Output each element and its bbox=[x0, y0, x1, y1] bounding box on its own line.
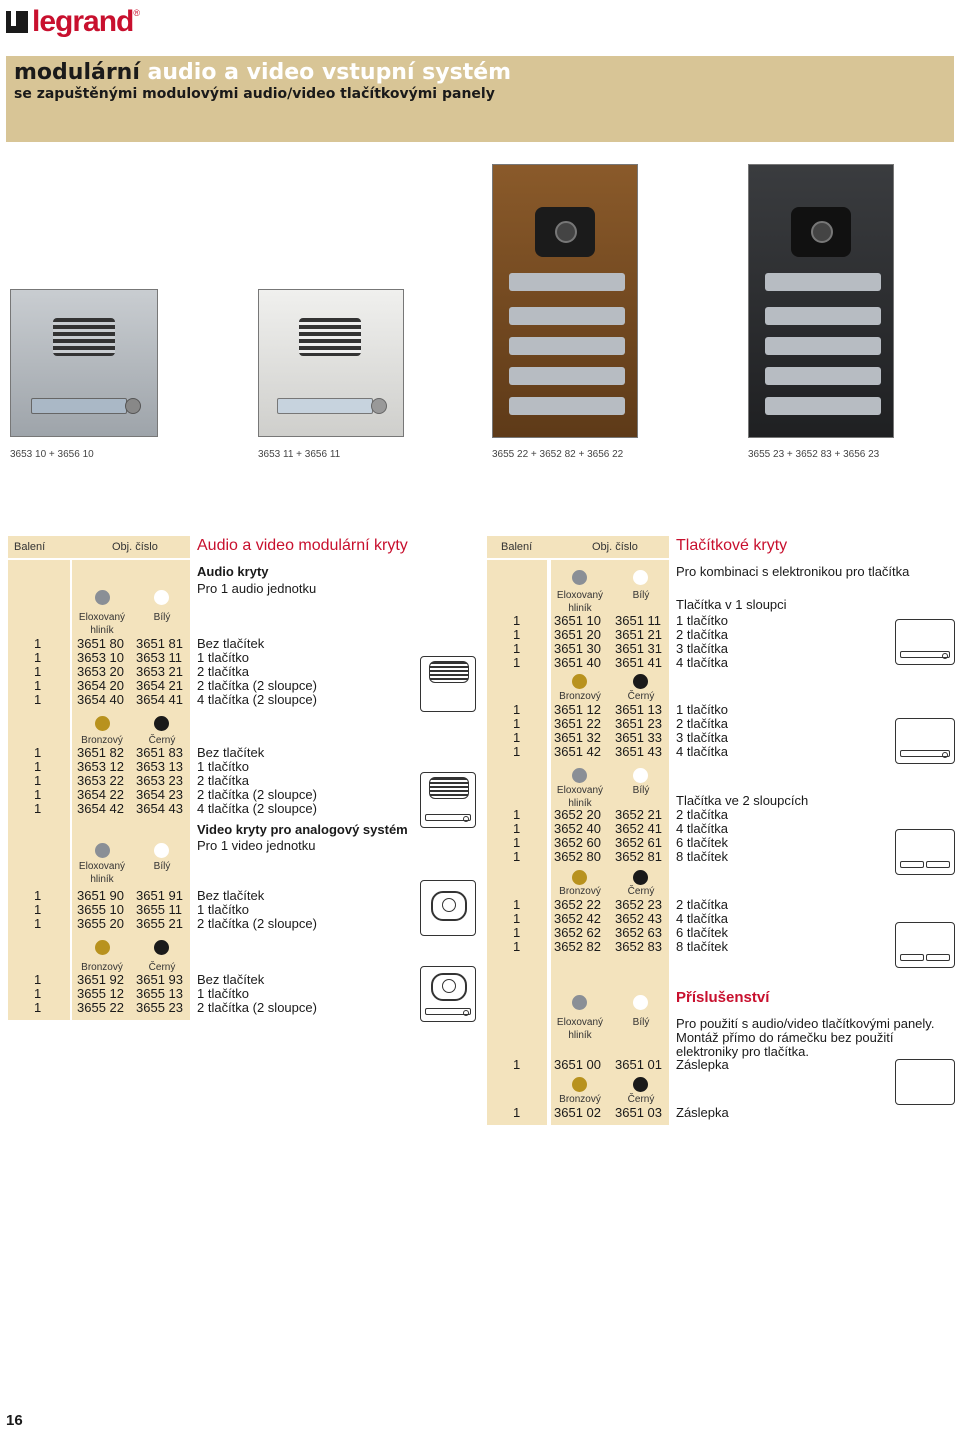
right-header-baleni: Balení bbox=[501, 541, 533, 553]
right-row: 1 3652 40 3652 41 4 tlačítka bbox=[513, 821, 729, 836]
video-cover-button-drawing bbox=[420, 966, 476, 1022]
right-row: 1 3651 22 3651 23 2 tlačítka bbox=[513, 716, 729, 731]
right-row: 1 3651 32 3651 33 3 tlačítka bbox=[513, 730, 729, 745]
video-cover-drawing bbox=[420, 880, 476, 936]
audio-subtitle: Pro 1 audio jednotku bbox=[197, 581, 317, 596]
finish-black-dot bbox=[633, 1077, 648, 1092]
right-row: 1 3652 42 3652 43 4 tlačítka bbox=[513, 911, 729, 926]
video-title: Video kryty pro analogový systém bbox=[197, 822, 408, 837]
panel-image-bronze bbox=[492, 164, 638, 438]
accessories-text-2: Montáž přímo do rámečku bez použití bbox=[676, 1030, 894, 1045]
finish-alu-dot bbox=[95, 843, 110, 858]
panel-image-aluminium bbox=[10, 289, 158, 437]
panel-image-black bbox=[748, 164, 894, 438]
audio-cover-drawing bbox=[420, 656, 476, 712]
legrand-logo bbox=[6, 6, 140, 38]
panel-image-white bbox=[258, 289, 404, 437]
finish-white-label: Bílý bbox=[632, 590, 650, 601]
page-subtitle: se zapuštěnými modulovými audio/video tlačítkovými panely bbox=[14, 86, 495, 102]
right-row: 1 3652 20 3652 21 2 tlačítka bbox=[513, 807, 729, 822]
finish-white-label: Bílý bbox=[153, 612, 171, 623]
right-row: 1 3651 30 3651 31 3 tlačítka bbox=[513, 641, 729, 656]
left-row: 1 3653 22 3653 23 2 tlačítka bbox=[34, 773, 250, 788]
right-row: 1 3651 40 3651 41 4 tlačítka bbox=[513, 655, 729, 670]
left-header-obj: Obj. číslo bbox=[112, 541, 158, 553]
left-row: 1 3654 20 3654 21 2 tlačítka (2 sloupce) bbox=[34, 678, 317, 693]
left-section-title: Audio a video modulární kryty bbox=[197, 537, 408, 554]
caption-4: 3655 23 + 3652 83 + 3656 23 bbox=[748, 449, 880, 460]
right-row: 1 3651 02 3651 03 Záslepka bbox=[513, 1105, 729, 1120]
left-row: 1 3655 10 3655 11 1 tlačítko bbox=[34, 902, 250, 917]
left-row: 1 3654 22 3654 23 2 tlačítka (2 sloupce) bbox=[34, 787, 317, 802]
accessories-text-3: elektroniky pro tlačítka. bbox=[676, 1044, 809, 1059]
finish-bronze-dot bbox=[95, 716, 110, 731]
finish-bronze-dot bbox=[572, 674, 587, 689]
finish-white-dot bbox=[633, 768, 648, 783]
video-subtitle: Pro 1 video jednotku bbox=[197, 838, 316, 853]
finish-alu-label: Eloxovaný hliník bbox=[556, 785, 604, 809]
finish-white-label: Bílý bbox=[632, 785, 650, 796]
audio-cover-button-drawing bbox=[420, 772, 476, 828]
finish-black-dot bbox=[154, 716, 169, 731]
finish-alu-label: Eloxovaný hliník bbox=[556, 1017, 604, 1041]
right-row: 1 3652 60 3652 61 6 tlačítek bbox=[513, 835, 729, 850]
right-row: 1 3652 62 3652 63 6 tlačítek bbox=[513, 925, 729, 940]
logo-registered: ® bbox=[133, 8, 140, 18]
accessories-title: Příslušenství bbox=[676, 989, 770, 1006]
audio-title: Audio kryty bbox=[197, 564, 269, 579]
finish-alu-label: Eloxovaný hliník bbox=[78, 861, 126, 885]
left-row: 1 3654 42 3654 43 4 tlačítka (2 sloupce) bbox=[34, 801, 317, 816]
caption-3: 3655 22 + 3652 82 + 3656 22 bbox=[492, 449, 624, 460]
left-row: 1 3655 20 3655 21 2 tlačítka (2 sloupce) bbox=[34, 916, 317, 931]
finish-bronze-label: Bronzový bbox=[559, 886, 601, 897]
left-row: 1 3655 12 3655 13 1 tlačítko bbox=[34, 986, 250, 1001]
finish-bronze-dot bbox=[572, 1077, 587, 1092]
page-number: 16 bbox=[6, 1412, 23, 1429]
left-row: 1 3651 82 3651 83 Bez tlačítek bbox=[34, 745, 265, 760]
finish-alu-label: Eloxovaný hliník bbox=[78, 612, 126, 636]
col2-title: Tlačítka ve 2 sloupcích bbox=[676, 793, 809, 808]
finish-alu-dot bbox=[572, 995, 587, 1010]
finish-white-label: Bílý bbox=[632, 1017, 650, 1028]
finish-bronze-label: Bronzový bbox=[559, 691, 601, 702]
left-row: 1 3653 12 3653 13 1 tlačítko bbox=[34, 759, 250, 774]
finish-black-dot bbox=[633, 674, 648, 689]
finish-bronze-dot bbox=[572, 870, 587, 885]
one-button-cover-drawing bbox=[895, 718, 955, 764]
accessories-text-1: Pro použití s audio/video tlačítkovými panely. bbox=[676, 1016, 935, 1031]
two-column-cover-drawing bbox=[895, 922, 955, 968]
right-row: 1 3652 80 3652 81 8 tlačítek bbox=[513, 849, 729, 864]
right-row: 1 3651 10 3651 11 1 tlačítko bbox=[513, 613, 729, 628]
right-header-obj: Obj. číslo bbox=[592, 541, 638, 553]
finish-black-dot bbox=[154, 940, 169, 955]
finish-white-dot bbox=[633, 995, 648, 1010]
left-header-baleni: Balení bbox=[14, 541, 46, 553]
finish-bronze-label: Bronzový bbox=[81, 735, 123, 746]
one-button-cover-drawing bbox=[895, 619, 955, 665]
right-row: 1 3651 12 3651 13 1 tlačítko bbox=[513, 702, 729, 717]
left-row: 1 3655 22 3655 23 2 tlačítka (2 sloupce) bbox=[34, 1000, 317, 1015]
right-row: 1 3651 00 3651 01 Záslepka bbox=[513, 1057, 729, 1072]
finish-bronze-label: Bronzový bbox=[81, 962, 123, 973]
right-section-title: Tlačítkové kryty bbox=[676, 537, 788, 554]
finish-white-dot bbox=[154, 843, 169, 858]
title-banner bbox=[6, 56, 954, 142]
right-row: 1 3651 20 3651 21 2 tlačítka bbox=[513, 627, 729, 642]
col1-title: Tlačítka v 1 sloupci bbox=[676, 597, 787, 612]
right-row: 1 3652 22 3652 23 2 tlačítka bbox=[513, 897, 729, 912]
right-row: 1 3651 42 3651 43 4 tlačítka bbox=[513, 744, 729, 759]
finish-alu-label: Eloxovaný hliník bbox=[556, 590, 604, 614]
finish-bronze-dot bbox=[95, 940, 110, 955]
finish-alu-dot bbox=[95, 590, 110, 605]
left-row: 1 3653 10 3653 11 1 tlačítko bbox=[34, 650, 250, 665]
finish-black-label: Černý bbox=[627, 886, 655, 897]
left-row: 1 3653 20 3653 21 2 tlačítka bbox=[34, 664, 250, 679]
finish-alu-dot bbox=[572, 768, 587, 783]
left-row: 1 3651 90 3651 91 Bez tlačítek bbox=[34, 888, 265, 903]
caption-1: 3653 10 + 3656 10 bbox=[10, 449, 94, 460]
finish-white-dot bbox=[633, 570, 648, 585]
finish-black-label: Černý bbox=[627, 1094, 655, 1105]
left-row: 1 3651 80 3651 81 Bez tlačítek bbox=[34, 636, 265, 651]
blank-cover-drawing bbox=[895, 1059, 955, 1105]
finish-bronze-label: Bronzový bbox=[559, 1094, 601, 1105]
finish-white-label: Bílý bbox=[153, 861, 171, 872]
page-title: modulární audio a video vstupní systém bbox=[14, 60, 512, 85]
finish-black-label: Černý bbox=[627, 691, 655, 702]
logo-text: legrand bbox=[32, 5, 134, 38]
two-column-cover-drawing bbox=[895, 829, 955, 875]
right-row: 1 3652 82 3652 83 8 tlačítek bbox=[513, 939, 729, 954]
finish-white-dot bbox=[154, 590, 169, 605]
right-intro: Pro kombinaci s elektronikou pro tlačítka bbox=[676, 564, 910, 579]
finish-black-label: Černý bbox=[148, 735, 176, 746]
left-row: 1 3654 40 3654 41 4 tlačítka (2 sloupce) bbox=[34, 692, 317, 707]
finish-black-dot bbox=[633, 870, 648, 885]
finish-black-label: Černý bbox=[148, 962, 176, 973]
caption-2: 3653 11 + 3656 11 bbox=[258, 449, 341, 460]
logo-mark-icon bbox=[6, 11, 28, 33]
finish-alu-dot bbox=[572, 570, 587, 585]
left-row: 1 3651 92 3651 93 Bez tlačítek bbox=[34, 972, 265, 987]
